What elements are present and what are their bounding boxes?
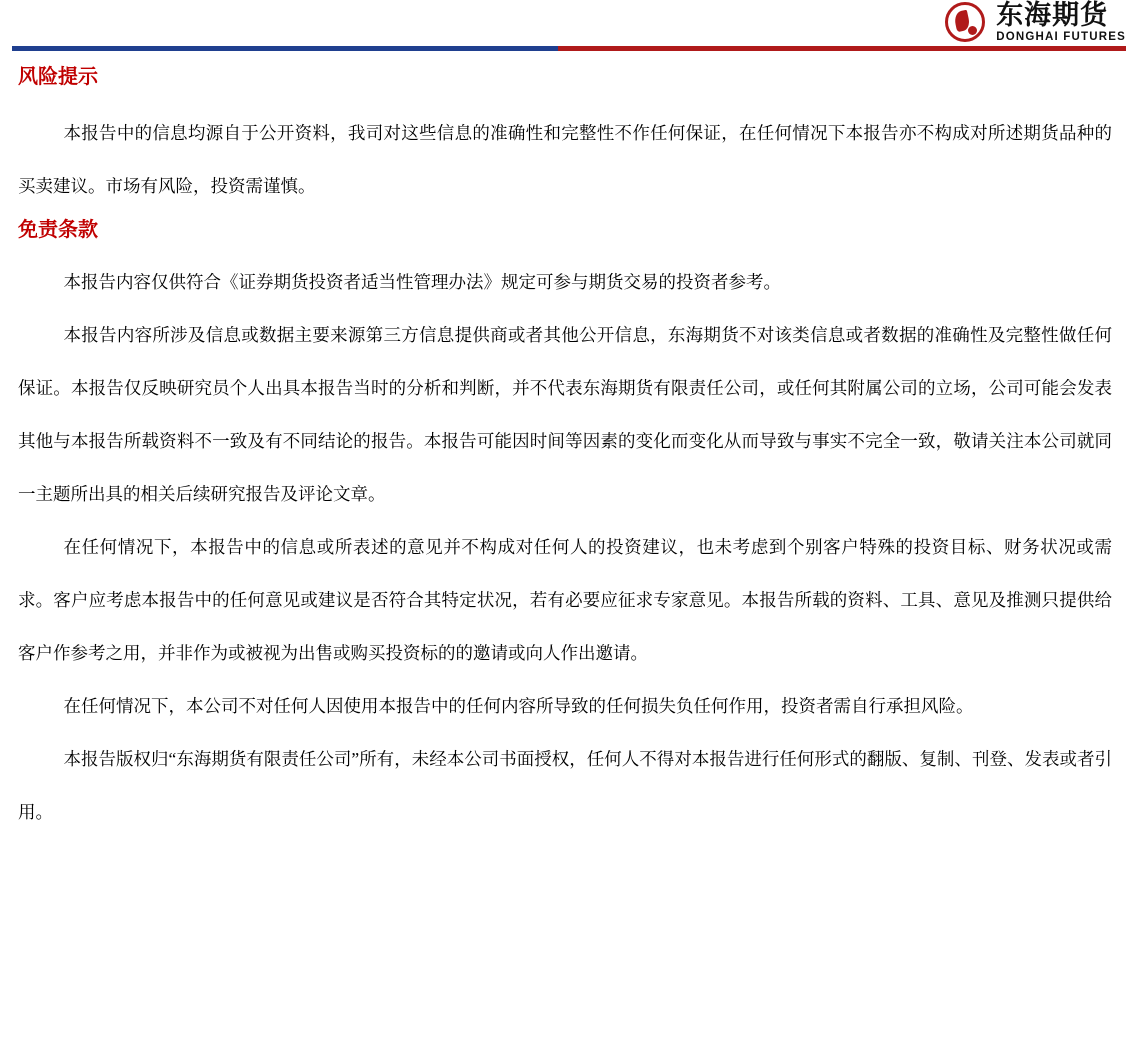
brand-logo-text: [996, 2, 1126, 44]
paragraph: 本报告中的信息均源自于公开资料，我司对这些信息的准确性和完整性不作任何保证，在任何情况下本报告亦不构成对所述期货品种的买卖建议。市场有风险，投资需谨慎。: [18, 123, 1112, 196]
header-divider-blue-segment: [12, 46, 558, 51]
document-body: [0, 60, 1126, 839]
section-body-risk-warning: [18, 107, 1112, 213]
paragraph: 本报告版权归“东海期货有限责任公司”所有，未经本公司书面授权，任何人不得对本报告进行任何形式的翻版、复制、刊登、发表或者引用。: [18, 749, 1112, 822]
donghai-bull-logo-icon: [944, 1, 988, 45]
paragraph: 在任何情况下，本公司不对任何人因使用本报告中的任何内容所导致的任何损失负任何作用，投资者需自行承担风险。: [63, 696, 974, 716]
header-divider: [12, 46, 1126, 51]
paragraph: 本报告内容仅供符合《证券期货投资者适当性管理办法》规定可参与期货交易的投资者参考。: [63, 272, 781, 292]
brand-logo: [944, 0, 1126, 46]
brand-name-en: DONGHAI FUTURES: [996, 31, 1126, 44]
section-body-disclaimer: [18, 256, 1112, 839]
brand-name-cn: 东海期货: [996, 0, 1109, 31]
paragraph: 本报告内容所涉及信息或数据主要来源第三方信息提供商或者其他公开信息，东海期货不对该类信息或者数据的准确性及完整性做任何保证。本报告仅反映研究员个人出具本报告当时的分析和判断，并不代表东海期货有限责任公司，或任何其附属公司的立场，公司可能会发表其他与本报告所载资料不一致及有不同结论的报告。本报告可能因时间等因素的变化而变化从而导致与事实不完全一致，敬请关注本公司就同一主题所出具的相关后续研究报告及评论文章。: [18, 325, 1112, 504]
section-title-risk-warning: 风险提示: [18, 66, 98, 88]
section-title-disclaimer: 免责条款: [18, 219, 98, 241]
header-divider-red-segment: [558, 46, 1126, 51]
paragraph: 在任何情况下，本报告中的信息或所表述的意见并不构成对任何人的投资建议，也未考虑到个别客户特殊的投资目标、财务状况或需求。客户应考虑本报告中的任何意见或建议是否符合其特定状况，若有必要应征求专家意见。本报告所载的资料、工具、意见及推测只提供给客户作参考之用，并非作为或被视为出售或购买投资标的的邀请或向人作出邀请。: [18, 537, 1112, 663]
page-header: [0, 0, 1126, 60]
